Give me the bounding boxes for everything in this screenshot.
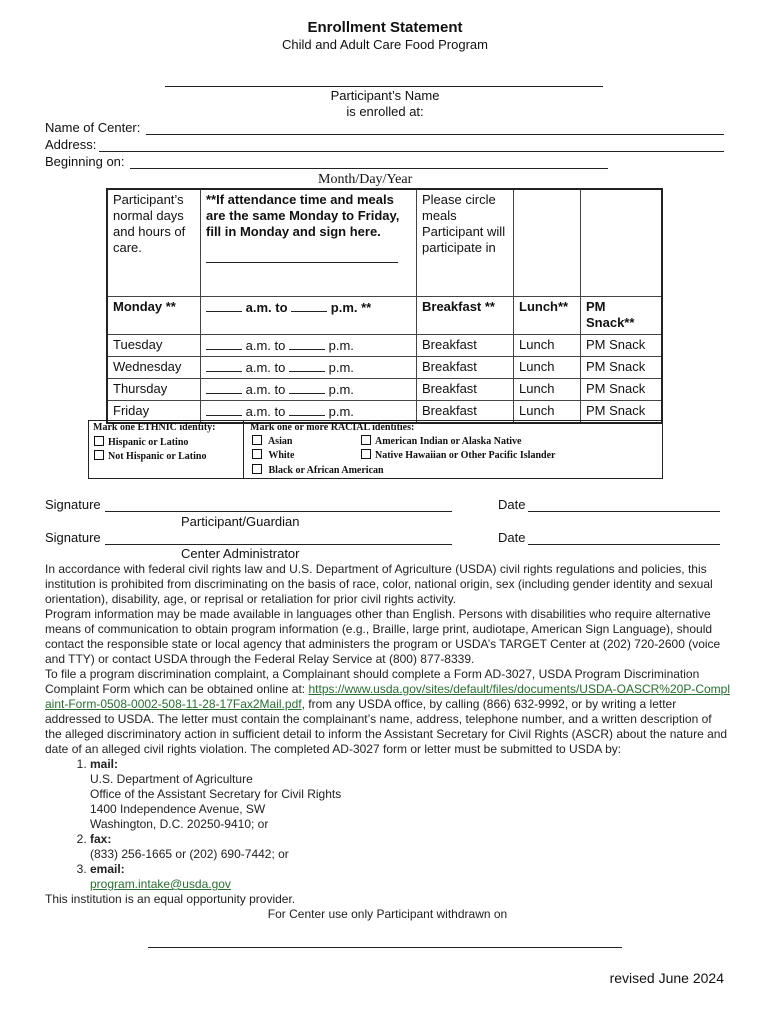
meal-breakfast[interactable]: Breakfast (417, 378, 514, 400)
mail-line: 1400 Independence Avenue, SW (90, 802, 266, 816)
equal-opportunity-text: This institution is an equal opportunity provider. (45, 892, 296, 906)
wednesday-pm-input[interactable] (289, 359, 325, 372)
guardian-caption: Participant/Guardian (181, 514, 300, 529)
address-label: Address: (45, 137, 97, 152)
checkbox-icon[interactable] (94, 436, 104, 446)
meal-snack[interactable]: PM Snack (581, 400, 663, 423)
nondiscrimination-statement (45, 562, 730, 922)
pm-label: p.m. ** (330, 299, 372, 315)
meal-lunch[interactable]: Lunch** (514, 296, 581, 334)
header-empty-snack (581, 189, 663, 296)
address-field[interactable] (99, 137, 724, 152)
table-row (107, 356, 662, 378)
thursday-time (201, 378, 417, 400)
signature-label: Signature (45, 497, 101, 512)
email-link[interactable]: program.intake@usda.gov (90, 877, 231, 891)
civil-rights-paragraph: In accordance with federal civil rights law and U.S. Department of Agriculture (USDA) civil rights regulations and policies, this institution is prohibited from discriminating on the basis of race, color, national origin, sex (including gender identity and sexual orientation), disability, age, or reprisal or retaliation for prior civil rights activity. (45, 562, 713, 606)
header-meals: Please circle meals Participant will participate in (417, 189, 514, 296)
checkbox-icon[interactable] (252, 449, 262, 459)
table-row (107, 296, 662, 334)
guardian-date-field[interactable] (528, 497, 720, 512)
meal-snack[interactable]: PM Snack (581, 378, 663, 400)
complaint-paragraph: To file a program discrimination complaint, a Complainant should complete a Form AD-3027, USDA Program Discrimination Complaint Form which can be obtained online at: https://www.usda.gov/sites/default/files/documents/USDA-OASCR%20P-Complaint-Form-0508-0002-508-11-28-17Fax2Mail.pdf, from any USDA office, by calling (866) 632-9992, or by writing a letter addressed to USDA. The letter must contain the complainant’s name, address, telephone number, and a written description of the alleged discriminatory action in sufficient detail to inform the Assistant Secretary for Civil Rights (ASCR) about the nature and date of an alleged civil rights violation. The completed AD-3027 form or letter must be submitted to USDA by: (45, 667, 730, 756)
mail-label: 1. mail: (90, 757, 119, 771)
fax-text: (833) 256-1665 or (202) 690-7442; or (90, 847, 289, 861)
beginning-label: Beginning on: (45, 154, 125, 169)
list-item (90, 862, 730, 892)
enrolled-at-label: is enrolled at: (346, 104, 424, 119)
meal-snack[interactable]: PM Snack (581, 356, 663, 378)
racial-option[interactable]: White (252, 449, 294, 461)
participant-name-field[interactable] (165, 72, 603, 87)
list-item (90, 757, 730, 832)
tuesday-am-input[interactable] (206, 337, 242, 350)
accessibility-paragraph: Program information may be made available in languages other than English. Persons with disabilities who require alternative means of communication to obtain program information (e.g., Braille, large print, audiotape, American Sign Language), should contact the responsible state or local agency that administers the program or USDA’s TARGET Center at (202) 720-2600 (voice and TTY) or contact USDA through the Federal Relay Service at (800) 877-8339. (45, 607, 721, 666)
revised-date: revised June 2024 (609, 970, 724, 986)
guardian-signature-field[interactable] (105, 497, 452, 512)
email-label: 3. email: (90, 862, 125, 876)
tuesday-time (201, 334, 417, 356)
day-wednesday: Wednesday (107, 356, 201, 378)
beginning-date-field[interactable] (130, 154, 608, 169)
racial-option[interactable]: Asian (252, 435, 292, 447)
pm-label: p.m. (328, 381, 354, 397)
date-label: Date (498, 530, 526, 545)
identity-box (88, 420, 663, 479)
complaint-form-link[interactable]: https://www.usda.gov/sites/default/files/documents/USDA-OASCR%20P-Complaint-Form-0508-0002-508-11-28-17Fax2Mail.pdf (45, 682, 730, 711)
day-tuesday: Tuesday (107, 334, 201, 356)
table-row (107, 334, 662, 356)
center-name-field[interactable] (146, 120, 724, 135)
wednesday-time (201, 356, 417, 378)
header-instructions-text: **If attendance time and meals are the same Monday to Friday, fill in Monday and sign here. (206, 192, 400, 239)
am-to-label: a.m. to (245, 381, 286, 397)
meal-lunch[interactable]: Lunch (514, 400, 581, 423)
day-friday: Friday (107, 400, 201, 423)
checkbox-icon[interactable] (361, 449, 371, 459)
ethnic-heading: Mark one ETHNIC identity: (93, 422, 216, 433)
admin-caption: Center Administrator (181, 546, 300, 561)
monday-signature-field[interactable] (206, 240, 398, 263)
header-instructions (201, 189, 417, 296)
checkbox-icon[interactable] (94, 450, 104, 460)
meal-lunch[interactable]: Lunch (514, 356, 581, 378)
day-thursday: Thursday (107, 378, 201, 400)
friday-am-input[interactable] (206, 403, 242, 416)
ethnic-option[interactable]: Hispanic or Latino (94, 436, 188, 448)
day-monday: Monday ** (107, 296, 201, 334)
date-format-hint: Month/Day/Year (318, 172, 413, 187)
pm-label: p.m. (328, 359, 354, 375)
participant-name-label: Participant’s Name (330, 88, 440, 103)
racial-heading: Mark one or more RACIAL identities: (250, 422, 415, 433)
racial-option[interactable]: Native Hawaiian or Other Pacific Islander (361, 449, 555, 461)
mail-line: U.S. Department of Agriculture (90, 772, 253, 786)
meal-breakfast[interactable]: Breakfast (417, 400, 514, 423)
submission-methods (45, 757, 730, 892)
am-to-label: a.m. to (245, 359, 286, 375)
center-name-label: Name of Center: (45, 120, 141, 135)
table-row (107, 378, 662, 400)
monday-pm-input[interactable] (291, 299, 327, 312)
mail-line: Washington, D.C. 20250-9410; or (90, 817, 269, 831)
schedule-table (106, 188, 663, 424)
admin-date-field[interactable] (528, 530, 720, 545)
am-to-label: a.m. to (245, 403, 286, 419)
list-item (90, 832, 730, 862)
thursday-pm-input[interactable] (289, 381, 325, 394)
mail-line: Office of the Assistant Secretary for Civil Rights (90, 787, 342, 801)
meal-breakfast[interactable]: Breakfast (417, 334, 514, 356)
meal-breakfast[interactable]: Breakfast (417, 356, 514, 378)
racial-option[interactable]: Black or African American (252, 464, 384, 476)
ethnic-option[interactable]: Not Hispanic or Latino (94, 450, 206, 462)
date-label: Date (498, 497, 526, 512)
checkbox-icon[interactable] (252, 464, 262, 474)
monday-time (201, 296, 417, 334)
pm-label: p.m. (328, 337, 354, 353)
checkbox-icon[interactable] (252, 435, 262, 445)
thursday-am-input[interactable] (206, 381, 242, 394)
friday-pm-input[interactable] (289, 403, 325, 416)
center-use-label: For Center use only Participant withdrawn on (267, 907, 508, 921)
wednesday-am-input[interactable] (206, 359, 242, 372)
meal-snack[interactable]: PM Snack (581, 334, 663, 356)
withdrawn-date-field[interactable] (148, 935, 622, 948)
admin-signature-field[interactable] (105, 530, 452, 545)
ethnic-section (89, 421, 244, 478)
meal-lunch[interactable]: Lunch (514, 334, 581, 356)
meal-lunch[interactable]: Lunch (514, 378, 581, 400)
header-hours: Participant’s normal days and hours of care. (107, 189, 201, 296)
am-to-label: a.m. to (245, 337, 286, 353)
meal-breakfast[interactable]: Breakfast ** (417, 296, 514, 334)
pm-label: p.m. (328, 403, 354, 419)
meal-snack[interactable]: PM Snack** (581, 296, 663, 334)
monday-am-input[interactable] (206, 299, 242, 312)
fax-label: 2. fax: (90, 832, 112, 846)
am-to-label: a.m. to (245, 299, 288, 315)
racial-option[interactable]: American Indian or Alaska Native (361, 435, 522, 447)
checkbox-icon[interactable] (361, 435, 371, 445)
page-subtitle: Child and Adult Care Food Program (282, 37, 488, 52)
page-title: Enrollment Statement (307, 19, 463, 36)
signature-label: Signature (45, 530, 101, 545)
header-empty-lunch (514, 189, 581, 296)
tuesday-pm-input[interactable] (289, 337, 325, 350)
